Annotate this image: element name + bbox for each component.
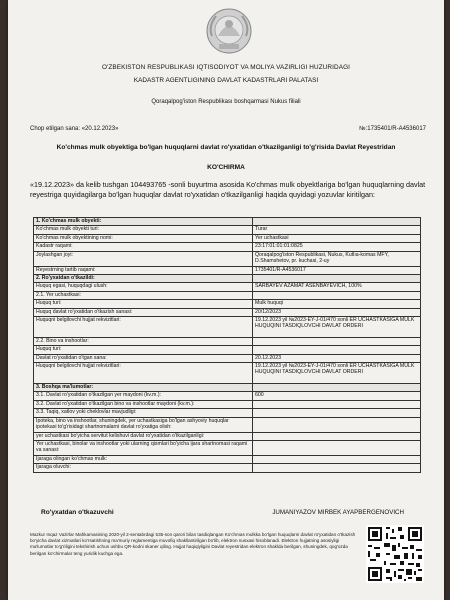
table-cell-value: 19.12.2023 yil №2023-EY-J-01/470 sonli ER UCHASTKASIGA MULK HUQUQINI TASDIQLOVCHI DAVLAT ORDERI (253, 363, 421, 384)
table-row (34, 300, 421, 308)
table-row (34, 234, 421, 242)
table-cell-label: Huquqni belgilovchi hujjat rekvizitlari: (34, 316, 253, 337)
table-row (34, 283, 421, 291)
table-cell-value (253, 417, 421, 432)
table-row (34, 308, 421, 316)
table-cell-value: 23:17:01:01:01:0825 (253, 243, 421, 251)
table-cell-value (253, 456, 421, 464)
footer-note: Mazkur Inqaz Vazirlar Mahkamasining 2020-yil 2-sentabrdagi 535-son qarori bilan tasdiqlangan Ko'chmas mulkka bo'lgan huquqlarni davlat ro'yxatidan o'tkazish bo'yicha davlat xizmatlari ko'rsatishning ma'muriy reglamentiga muvofiq shakllantirilgan bo'lib, elektron nusxasi hisoblanadi. Elektron hujjatning asosiyligi ma'lumotlar to'g'riligini tekshirish uchun ushbu QR-kodni skaner qiling. Hujjat haqiqiyligini Davlat reyestridan elektron shaklda berilgan, shuningdek, qog'ozda berilgan ko'chirmalar teng yuridik kuchga ega. (30, 532, 356, 556)
table-cell-value: Mulk huquqi (253, 300, 421, 308)
table-cell-label: 1. Ko'chmas mulk obyekti: (34, 218, 253, 226)
table-cell-value: Turar (253, 226, 421, 234)
table-row (34, 409, 421, 417)
table-row (34, 432, 421, 440)
table-cell-label: Ko'chmas mulk obyektining nomi: (34, 234, 253, 242)
table-cell-value (253, 274, 421, 282)
table-cell-label: 3.3. Taqiq, xatlov yoki cheklovlar mavjudligi: (34, 409, 253, 417)
table-cell-value (253, 291, 421, 299)
table-section-row (34, 274, 421, 282)
table-row (34, 226, 421, 234)
table-row (34, 346, 421, 354)
table-cell-label: Ko'chmas mulk obyekti turi: (34, 226, 253, 234)
table-cell-label: Yer uchastkasi, binolar va inshootlar yoki ularning qismlari bo'yicha ijara shartnomasi raqami va sanasi: (34, 441, 253, 456)
table-cell-value (253, 384, 421, 392)
document-title: Ko'chmas mulk obyektiga bo'lgan huquqlarni davlat ro'yxatidan o'tkazilganligi to'g'risida Davlat Reyestridan (56, 144, 396, 151)
table-cell-label: Ijaraga oluvchi: (34, 464, 253, 472)
table-cell-value (253, 346, 421, 354)
table-row (34, 251, 421, 266)
table-cell-label: Joylashgan joyi: (34, 251, 253, 266)
table-cell-value: SARBAYEV AZAMAT ASENBAYEVICH, 100% (253, 283, 421, 291)
table-row (34, 456, 421, 464)
table-row (34, 266, 421, 274)
table-section-row (34, 384, 421, 392)
document-page (8, 0, 444, 600)
document-subtitle: KO'CHIRMA (207, 164, 245, 171)
registrar-label: Ro'yxatdan o'tkazuvchi (41, 509, 114, 516)
table-cell-label: Huquq turi: (34, 300, 253, 308)
table-row (34, 363, 421, 384)
table-cell-value: Yer uchastkasi (253, 234, 421, 242)
table-cell-label: Huquq davlat ro'yxatidan o'tkazish sanasi: (34, 308, 253, 316)
qr-code-icon (366, 525, 424, 583)
table-row (34, 291, 421, 299)
table-cell-value: 20/12/2023 (253, 308, 421, 316)
table-section-row (34, 218, 421, 226)
table-cell-label: 3.1. Davlat ro'yxatidan o'tkazilgan yer maydoni (kv.m.): (34, 392, 253, 400)
registry-table (33, 217, 421, 473)
table-cell-label: Huquq turi: (34, 346, 253, 354)
table-row (34, 441, 421, 456)
state-emblem-icon (204, 6, 254, 56)
table-row (34, 400, 421, 408)
table-row (34, 354, 421, 362)
table-cell-value: 19.12.2023 yil №2023-EY-J-01/470 sonli ER UCHASTKASIGA MULK HUQUQINI TASDIQLOVCHI DAVLAT ORDERI (253, 316, 421, 337)
table-row (34, 464, 421, 472)
table-row (34, 337, 421, 345)
intro-paragraph: «19.12.2023» da kelib tushgan 104493765 -sonli buyurtma asosida Ko'chmas mulk obyektlariga bo'lgan huquqlarning davlat reyestriga quyidagilarga bo'lgan huquqlar davlat ro'yxatidan o'tkazilganligi haqida quyidagi yozuvlar kiritilgan: (30, 180, 426, 199)
table-cell-value (253, 337, 421, 345)
table-cell-label: Huquq egasi, huquqdagi ulush: (34, 283, 253, 291)
table-cell-value: 1735401/R-A4536017 (253, 266, 421, 274)
table-cell-label: Reyestrning tartib raqami: (34, 266, 253, 274)
table-cell-label: Ijaraga olingan ko'chmas mulk: (34, 456, 253, 464)
table-cell-label: 2. Ro'yxatdan o'tkazildi: (34, 274, 253, 282)
table-cell-label: 2.2. Bino va inshootlar: (34, 337, 253, 345)
table-cell-value (253, 441, 421, 456)
branch-line: Qoraqalpog'iston Respublikası boshqarmasi Nukus filiali (151, 99, 301, 105)
table-cell-label: Huquqni belgilovchi hujjat rekvizitlari: (34, 363, 253, 384)
table-cell-value (253, 400, 421, 408)
print-date: Chop etilgan sana: «20.12.2023» (30, 126, 119, 132)
table-cell-label: 3.2. Davlat ro'yxatidan o'tkazilgan bino va inshootlar maydoni (kv.m.): (34, 400, 253, 408)
table-row (34, 243, 421, 251)
table-cell-value: 600 (253, 392, 421, 400)
table-row (34, 392, 421, 400)
table-cell-label: 2.1. Yer uchastkasi: (34, 291, 253, 299)
table-cell-label: yer uchastkasi bo'yicha servitut kelishuvi davlat ro'yxatidan o'tkazilganligi: (34, 432, 253, 440)
table-cell-value (253, 432, 421, 440)
table-cell-label: Kadastr raqami: (34, 243, 253, 251)
table-cell-label: 3. Boshqa ma'lumotlar: (34, 384, 253, 392)
table-cell-value (253, 464, 421, 472)
agency-palata-line: KADASTR AGENTLIGINING DAVLAT KADASTRLARI PALATASI (133, 77, 319, 84)
table-row (34, 417, 421, 432)
table-cell-value: 20.12.2023 (253, 354, 421, 362)
table-row (34, 316, 421, 337)
registrar-name: JUMANIYAZOV MIRBEK AYAPBERGENOVICH (272, 509, 404, 516)
table-cell-label: Davlat ro'yxatidan o'tgan sana: (34, 354, 253, 362)
agency-ministry-line: O'ZBEKISTON RESPUBLIKASI IQTISODIYOT VA MOLIYA VAZIRLIGI HUZURIDAGI (101, 64, 351, 71)
table-cell-value (253, 218, 421, 226)
document-number: №:1735401/R-A4536017 (359, 126, 426, 132)
table-cell-value (253, 409, 421, 417)
table-cell-value: Qoraqalpog'iston Respublikasi, Nukus, Kutlıa-komas MFY, D.Shamshetov, pr. kuchasi, 2-uy (253, 251, 421, 266)
table-cell-label: Ipoteka, bino va inshootlar, shuningdek, yer uchastkasiga bo'lgan ashyoviy huquqlar ipotekasi to'g'risidagi shartnomalarni davlat ro'yxatiga olish: (34, 417, 253, 432)
